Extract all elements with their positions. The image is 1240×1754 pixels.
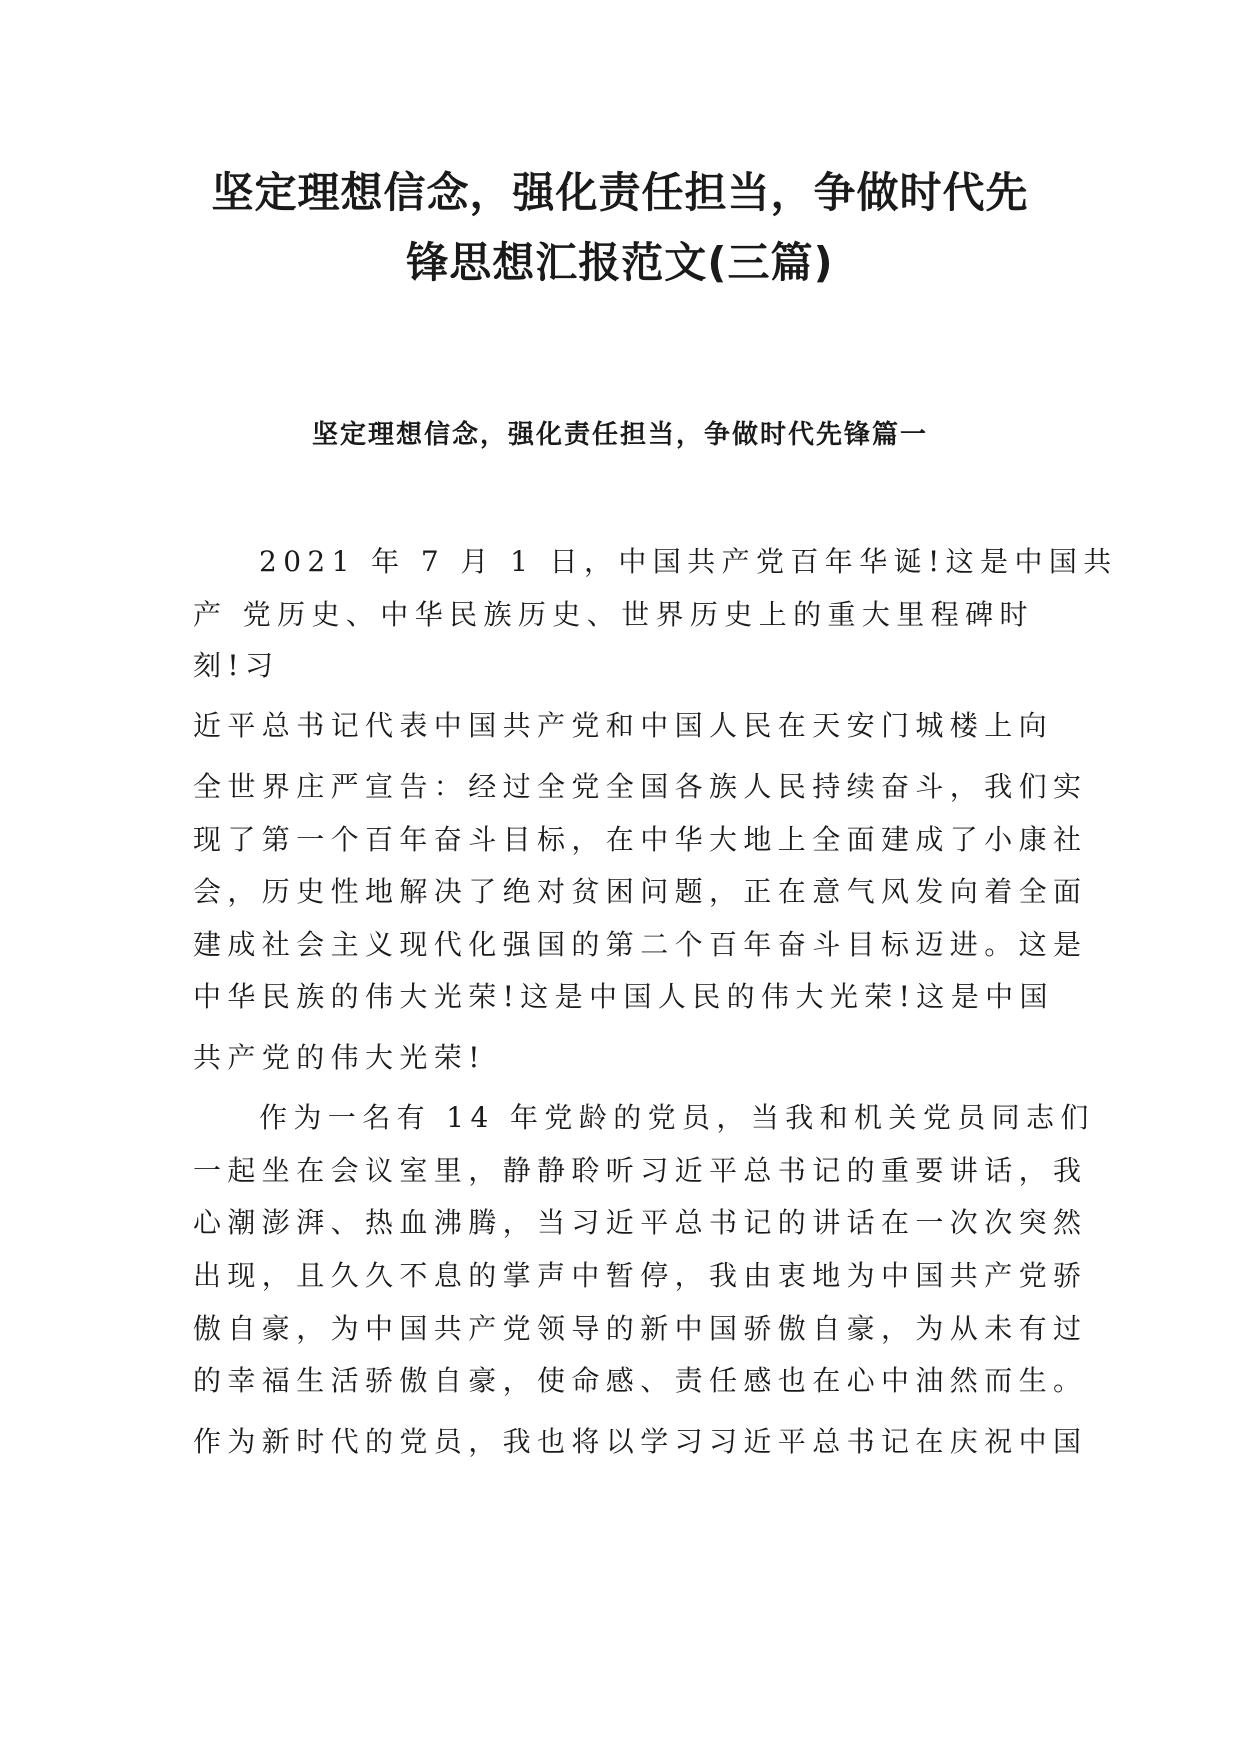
document-title-line-2: 锋思想汇报范文(三篇) <box>406 238 834 287</box>
document-title-line-1: 坚定理想信念，强化责任担当，争做时代先 <box>211 168 1029 217</box>
body-text-line: 作为一名有 14 年党龄的党员，当我和机关党员同志们 <box>259 1101 1095 1134</box>
body-text-line: 作为新时代的党员，我也将以学习习近平总书记在庆祝中国 <box>193 1425 1088 1458</box>
body-text-line: 近平总书记代表中国共产党和中国人民在天安门城楼上向 <box>193 709 1054 742</box>
body-text-line: 中华民族的伟大光荣!这是中国人民的伟大光荣!这是中国 <box>193 980 1054 1013</box>
body-text-line: 共产党的伟大光荣! <box>193 1041 486 1074</box>
body-text-line: 产 党历史、中华民族历史、世界历史上的重大里程碑时 <box>193 598 1034 631</box>
body-text-line: 的幸福生活骄傲自豪，使命感、责任感也在心中油然而生。 <box>193 1364 1088 1397</box>
body-text-line: 现了第一个百年奋斗目标，在中华大地上全面建成了小康社 <box>193 823 1088 856</box>
body-text-line: 傲自豪，为中国共产党领导的新中国骄傲自豪，为从未有过 <box>193 1312 1088 1345</box>
body-text-line: 出现，且久久不息的掌声中暂停，我由衷地为中国共产党骄 <box>193 1259 1088 1292</box>
body-text-line: 全世界庄严宣告：经过全党全国各族人民持续奋斗，我们实 <box>193 770 1088 803</box>
section-heading: 坚定理想信念，强化责任担当，争做时代先锋篇一 <box>311 420 928 450</box>
body-text-line: 一起坐在会议室里，静静聆听习近平总书记的重要讲话，我 <box>193 1154 1088 1187</box>
body-text-line: 建成社会主义现代化强国的第二个百年奋斗目标迈进。这是 <box>193 928 1088 961</box>
body-text-line: 心潮澎湃、热血沸腾，当习近平总书记的讲话在一次次突然 <box>193 1206 1088 1239</box>
body-text-line: 刻!习 <box>193 649 280 682</box>
body-text-line: 2021 年 7 月 1 日，中国共产党百年华诞!这是中国共 <box>259 545 1118 578</box>
body-text-line: 会，历史性地解决了绝对贫困问题，正在意气风发向着全面 <box>193 875 1088 908</box>
